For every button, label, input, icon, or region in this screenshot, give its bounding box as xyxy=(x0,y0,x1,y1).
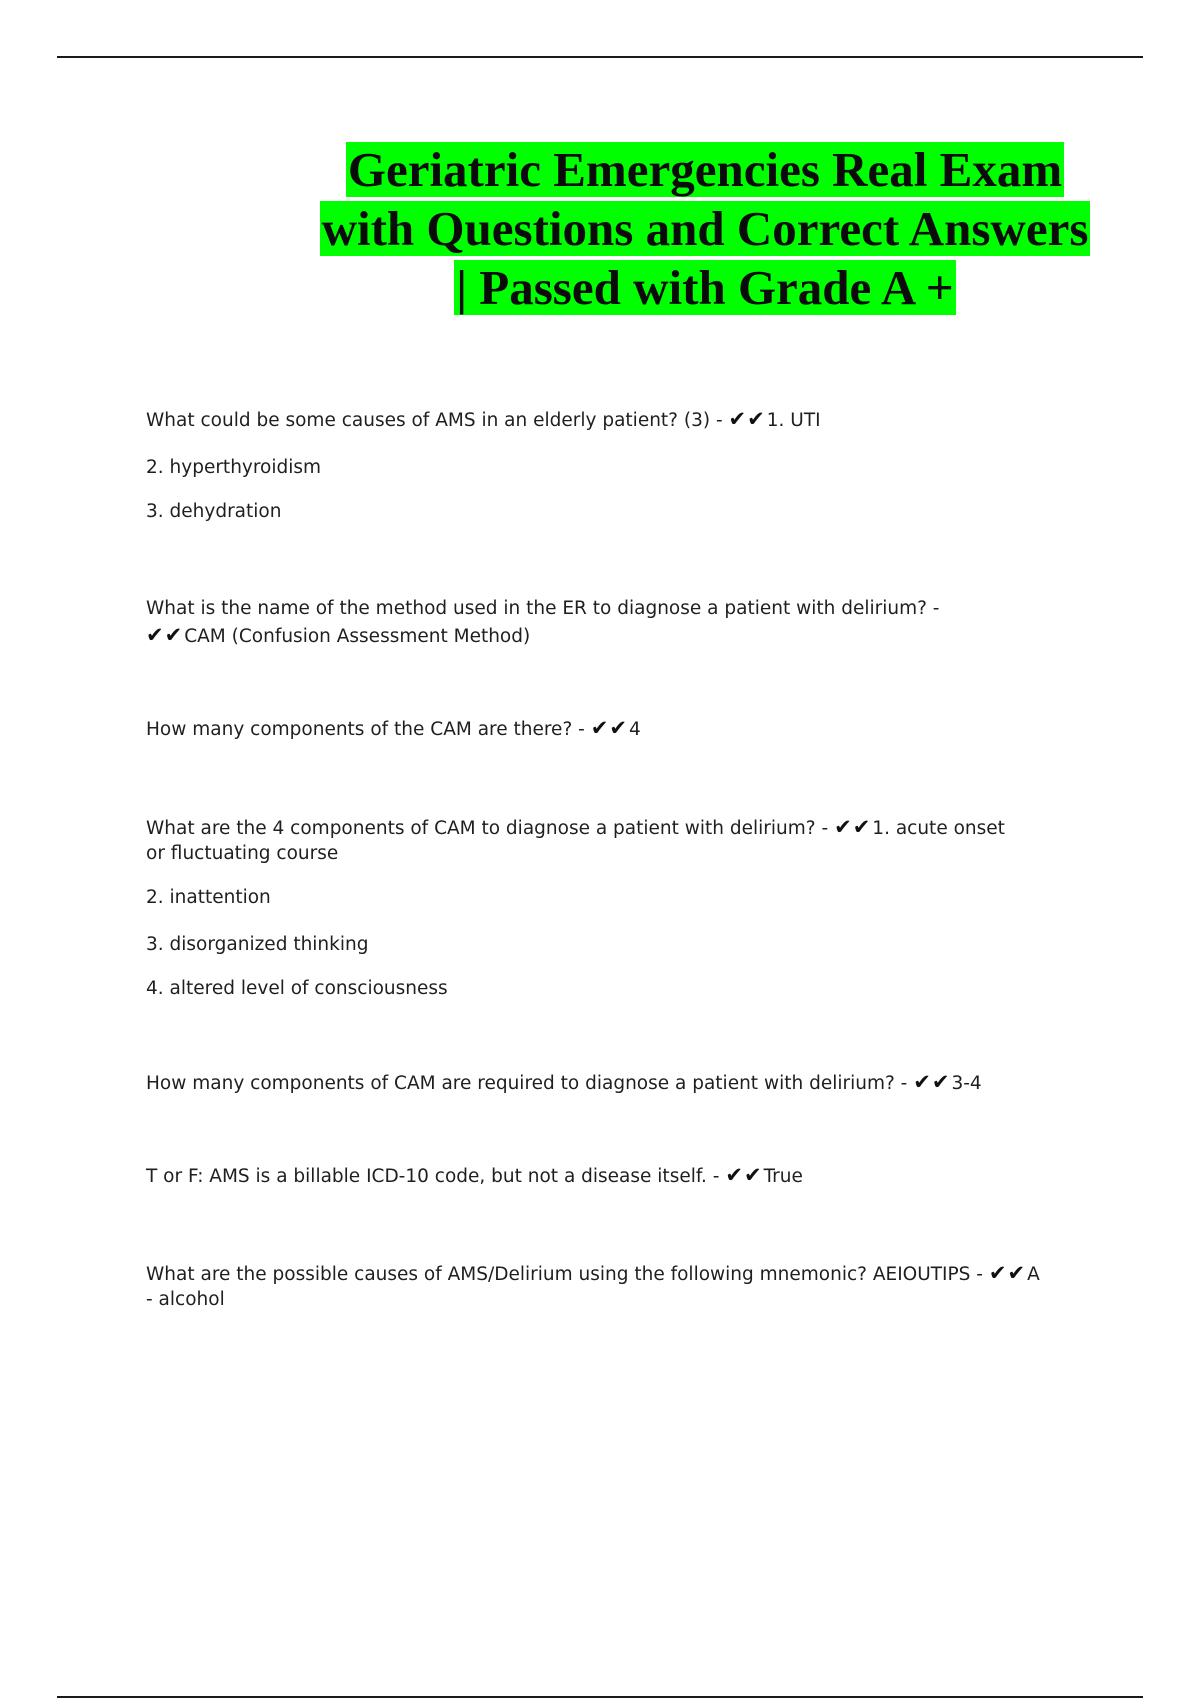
qa-item-2-question-line: What is the name of the method used in the ER to diagnose a patient with delirium? - xyxy=(146,598,940,619)
qa-item-3-question-line xyxy=(146,717,1066,742)
title-line-3: | Passed with Grade A + xyxy=(456,260,954,315)
document-title xyxy=(300,140,1110,317)
question-text: What could be some causes of AMS in an elderly patient? (3) - xyxy=(146,410,723,431)
question-text: What are the 4 components of CAM to diagnose a patient with delirium? - xyxy=(146,818,829,839)
check-mark-icon: ✔ xyxy=(1007,1261,1026,1285)
question-text: How many components of CAM are required to diagnose a patient with delirium? - xyxy=(146,1073,908,1094)
title-line-1: Geriatric Emergencies Real Exam xyxy=(347,142,1063,197)
check-mark-icon: ✔ xyxy=(609,716,627,740)
check-mark-icon: ✔ xyxy=(743,1163,762,1187)
qa-item-4-answer-continuation: or fluctuating course xyxy=(146,843,339,864)
answer-text: True xyxy=(763,1166,803,1187)
question-text: How many components of the CAM are there? - xyxy=(146,719,585,740)
qa-item-1-question-line xyxy=(146,408,1066,433)
bottom-rule xyxy=(57,1696,1143,1698)
check-mark-icon: ✔ xyxy=(988,1261,1007,1285)
question-text: What are the possible causes of AMS/Delirium using the following mnemonic? AEIOUTIPS - xyxy=(146,1264,983,1285)
answer-text: 4 xyxy=(628,719,641,740)
answer-text: CAM (Confusion Assessment Method) xyxy=(184,626,531,647)
answer-text: A xyxy=(1027,1264,1040,1285)
qa-item-4-answer-line: 3. disorganized thinking xyxy=(146,934,369,955)
check-mark-icon: ✔ xyxy=(725,1163,743,1187)
question-text: T or F: AMS is a billable ICD-10 code, but not a disease itself. - xyxy=(146,1166,720,1187)
check-mark-icon: ✔ xyxy=(146,623,164,647)
check-mark-icon: ✔ xyxy=(164,623,183,647)
check-mark-icon: ✔ xyxy=(590,716,609,740)
check-mark-icon: ✔ xyxy=(728,407,747,431)
top-rule xyxy=(57,56,1143,58)
check-mark-icon: ✔ xyxy=(931,1070,950,1094)
check-mark-icon: ✔ xyxy=(852,815,871,839)
qa-item-4-answer-line: 2. inattention xyxy=(146,887,271,908)
qa-item-7-question-line xyxy=(146,1262,1066,1287)
qa-item-5-question-line xyxy=(146,1071,1066,1096)
qa-item-1-answer-line: 3. dehydration xyxy=(146,501,282,522)
qa-item-1-answer-line: 2. hyperthyroidism xyxy=(146,457,322,478)
qa-item-4-answer-line: 4. altered level of consciousness xyxy=(146,978,448,999)
check-mark-icon: ✔ xyxy=(913,1070,931,1094)
qa-item-2-answer-line xyxy=(146,624,1066,649)
qa-item-7-answer-continuation: - alcohol xyxy=(146,1289,225,1310)
answer-text: 1. acute onset xyxy=(872,818,1005,839)
check-mark-icon: ✔ xyxy=(747,407,765,431)
check-mark-icon: ✔ xyxy=(834,815,852,839)
qa-item-4-question-line xyxy=(146,816,1066,841)
qa-item-6-question-line xyxy=(146,1164,1066,1189)
title-line-2: with Questions and Correct Answers xyxy=(321,201,1089,256)
answer-text: 3-4 xyxy=(951,1073,982,1094)
answer-text: 1. UTI xyxy=(766,410,821,431)
